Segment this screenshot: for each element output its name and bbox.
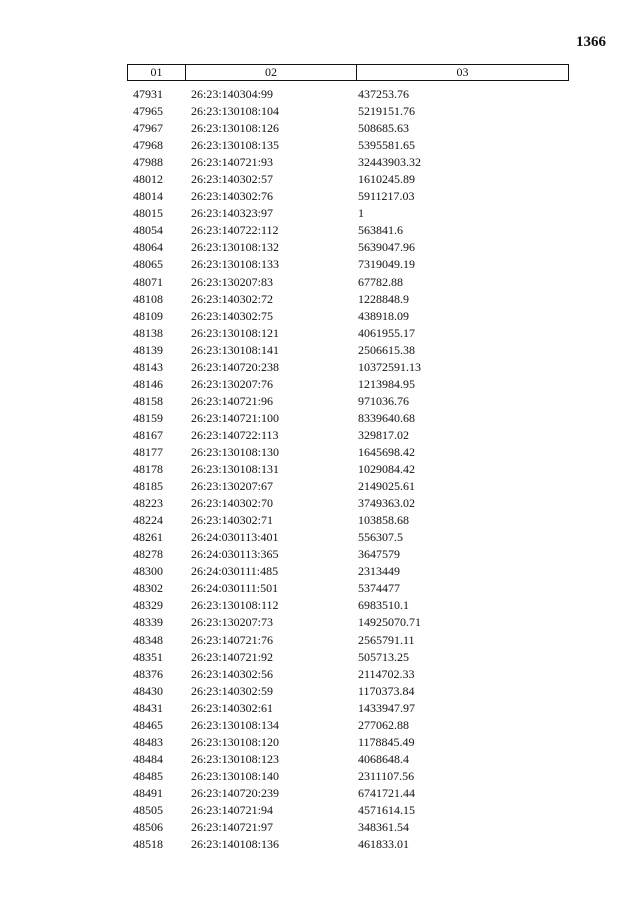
- table-cell-2: 26:23:130108:134: [191, 717, 280, 732]
- table-cell-1: 48278: [133, 547, 163, 562]
- table-cell-3: 1170373.84: [358, 683, 415, 698]
- table-cell-2: 26:23:140108:136: [191, 837, 280, 852]
- table-cell-1: 48138: [133, 325, 163, 340]
- table-row: [127, 461, 569, 478]
- table-row: [127, 478, 569, 495]
- table-row: [127, 785, 569, 802]
- table-cell-2: 26:23:140302:59: [191, 683, 274, 698]
- table-cell-1: 48143: [133, 359, 163, 374]
- table-cell-2: 26:23:130207:73: [191, 615, 274, 630]
- table-cell-3: 508685.63: [358, 121, 409, 136]
- table-cell-1: 48167: [133, 427, 163, 442]
- table-cell-3: 4068648.4: [358, 751, 409, 766]
- table-cell-1: 48431: [133, 700, 163, 715]
- table-cell-1: 48146: [133, 376, 163, 391]
- table-cell-1: 47931: [133, 87, 163, 101]
- table-cell-1: 47988: [133, 155, 163, 170]
- table-cell-3: 6983510.1: [358, 598, 409, 613]
- table-cell-3: 3647579: [358, 547, 400, 562]
- table-cell-1: 48109: [133, 308, 163, 323]
- table-row: [127, 802, 569, 819]
- table-row: [127, 222, 569, 239]
- table-row: [127, 768, 569, 785]
- table-cell-3: 1029084.42: [358, 462, 415, 477]
- table-row: [127, 717, 569, 734]
- table-cell-3: 1213984.95: [358, 376, 415, 391]
- table-cell-1: 48491: [133, 785, 163, 800]
- table-cell-2: 26:23:130108:130: [191, 444, 280, 459]
- table-cell-1: 48465: [133, 717, 163, 732]
- table-cell-3: 7319049.19: [358, 257, 415, 272]
- table-cell-1: 48430: [133, 683, 163, 698]
- table-header: [127, 64, 569, 81]
- table-row: [127, 666, 569, 683]
- table-cell-3: 971036.76: [358, 393, 409, 408]
- table-cell-1: 48071: [133, 274, 163, 289]
- table-cell-1: 48065: [133, 257, 163, 272]
- table-cell-1: 48348: [133, 632, 163, 647]
- table-cell-2: 26:24:030113:365: [191, 547, 279, 562]
- table-cell-3: 4571614.15: [358, 802, 415, 817]
- table-row: [127, 393, 569, 410]
- table-cell-1: 48012: [133, 172, 163, 187]
- table-row: [127, 649, 569, 666]
- table-cell-3: 2149025.61: [358, 479, 415, 494]
- table-cell-2: 26:23:130108:140: [191, 768, 280, 783]
- table-cell-1: 48485: [133, 768, 163, 783]
- table-row: [127, 291, 569, 308]
- table-row: [127, 836, 569, 853]
- table-cell-3: 505713.25: [358, 649, 409, 664]
- table-row: [127, 120, 569, 137]
- table-cell-2: 26:23:140721:96: [191, 393, 274, 408]
- table-cell-1: 48178: [133, 462, 163, 477]
- table-row: [127, 342, 569, 359]
- table-cell-3: 4061955.17: [358, 325, 415, 340]
- table-cell-3: 563841.6: [358, 223, 403, 238]
- table-row: [127, 563, 569, 580]
- table-cell-2: 26:23:140302:57: [191, 172, 274, 187]
- page-number: 1366: [576, 34, 606, 50]
- table-cell-1: 48351: [133, 649, 163, 664]
- table-cell-3: 2114702.33: [358, 666, 415, 681]
- table-cell-2: 26:23:140722:113: [191, 427, 279, 442]
- table-cell-1: 47967: [133, 121, 163, 136]
- table-cell-2: 26:23:140302:70: [191, 496, 274, 511]
- table-cell-3: 5395581.65: [358, 138, 415, 153]
- table-cell-3: 2311107.56: [358, 768, 415, 783]
- table-cell-1: 48054: [133, 223, 163, 238]
- table-row: [127, 597, 569, 614]
- table-row: [127, 683, 569, 700]
- table-cell-3: 5911217.03: [358, 189, 415, 204]
- table-cell-2: 26:23:140720:239: [191, 785, 280, 800]
- table-cell-1: 48223: [133, 496, 163, 511]
- table-cell-2: 26:23:130108:112: [191, 598, 279, 613]
- table-cell-2: 26:23:130108:120: [191, 734, 280, 749]
- table-cell-1: 48339: [133, 615, 163, 630]
- table-cell-2: 26:24:030111:485: [191, 564, 279, 579]
- table-row: [127, 632, 569, 649]
- table-cell-3: 437253.76: [358, 87, 409, 101]
- table-cell-1: 48224: [133, 513, 163, 528]
- table-row: [127, 444, 569, 461]
- table-cell-1: 48505: [133, 802, 163, 817]
- table-cell-2: 26:23:130108:104: [191, 104, 280, 119]
- table-cell-2: 26:23:140721:100: [191, 410, 280, 425]
- table-cell-1: 48302: [133, 581, 163, 596]
- table-cell-2: 26:24:030113:401: [191, 530, 279, 545]
- table-cell-2: 26:23:130108:126: [191, 121, 280, 136]
- table-cell-3: 6741721.44: [358, 785, 415, 800]
- table-cell-3: 1433947.97: [358, 700, 415, 715]
- table-cell-3: 556307.5: [358, 530, 403, 545]
- table-cell-3: 329817.02: [358, 427, 409, 442]
- table-cell-3: 1178845.49: [358, 734, 415, 749]
- table-cell-1: 48159: [133, 410, 163, 425]
- table-row: [127, 819, 569, 836]
- column-header-03: 03: [456, 65, 469, 79]
- table-cell-1: 48483: [133, 734, 163, 749]
- table-cell-2: 26:23:130108:135: [191, 138, 280, 153]
- table-cell-3: 2565791.11: [358, 632, 415, 647]
- column-header-02: 02: [186, 65, 357, 80]
- table-cell-2: 26:23:140302:72: [191, 291, 274, 306]
- table-cell-3: 67782.88: [358, 274, 403, 289]
- table-cell-1: 47965: [133, 104, 163, 119]
- table-row: [127, 188, 569, 205]
- table-cell-2: 26:23:130108:141: [191, 342, 280, 357]
- table-row: [127, 495, 569, 512]
- table-cell-2: 26:23:140721:94: [191, 802, 274, 817]
- table-cell-1: 47968: [133, 138, 163, 153]
- table-row: [127, 546, 569, 563]
- table-cell-3: 2313449: [358, 564, 400, 579]
- table-row: [127, 103, 569, 120]
- table-cell-2: 26:23:130207:67: [191, 479, 274, 494]
- table-cell-1: 48185: [133, 479, 163, 494]
- table-row: [127, 205, 569, 222]
- table-cell-3: 5219151.76: [358, 104, 415, 119]
- table-cell-2: 26:23:130108:132: [191, 240, 280, 255]
- table-cell-2: 26:23:130108:121: [191, 325, 280, 340]
- table-row: [127, 734, 569, 751]
- table-cell-3: 1610245.89: [358, 172, 415, 187]
- table-cell-2: 26:23:130207:76: [191, 376, 274, 391]
- table-row: [127, 86, 569, 103]
- table-cell-2: 26:23:140323:97: [191, 206, 274, 221]
- table-cell-3: 1228848.9: [358, 291, 409, 306]
- table-cell-1: 48329: [133, 598, 163, 613]
- table-cell-2: 26:23:140721:76: [191, 632, 274, 647]
- table-cell-2: 26:23:140302:61: [191, 700, 274, 715]
- table-cell-2: 26:23:140302:75: [191, 308, 274, 323]
- table-row: [127, 256, 569, 273]
- table-row: [127, 376, 569, 393]
- table-cell-2: 26:23:140722:112: [191, 223, 279, 238]
- table-row: [127, 359, 569, 376]
- table-cell-1: 48064: [133, 240, 163, 255]
- table-cell-1: 48506: [133, 820, 163, 835]
- table-cell-3: 2506615.38: [358, 342, 415, 357]
- table-cell-1: 48158: [133, 393, 163, 408]
- table-row: [127, 239, 569, 256]
- table-cell-2: 26:23:140720:238: [191, 359, 280, 374]
- table-cell-3: 348361.54: [358, 820, 409, 835]
- table-cell-2: 26:23:140302:71: [191, 513, 274, 528]
- table-cell-1: 48139: [133, 342, 163, 357]
- table-body: [127, 86, 569, 853]
- table-cell-1: 48015: [133, 206, 163, 221]
- table-row: [127, 427, 569, 444]
- table-cell-1: 48014: [133, 189, 163, 204]
- table-row: [127, 700, 569, 717]
- table-row: [127, 512, 569, 529]
- table-cell-1: 48177: [133, 444, 163, 459]
- table-cell-3: 8339640.68: [358, 410, 415, 425]
- table-cell-2: 26:23:140302:56: [191, 666, 274, 681]
- table-cell-2: 26:23:130108:133: [191, 257, 280, 272]
- table-cell-3: 5639047.96: [358, 240, 415, 255]
- table-cell-3: 14925070.71: [358, 615, 421, 630]
- table-row: [127, 614, 569, 631]
- table-cell-1: 48376: [133, 666, 163, 681]
- table-row: [127, 274, 569, 291]
- table-cell-2: 26:23:140721:97: [191, 820, 274, 835]
- table-cell-3: 1645698.42: [358, 444, 415, 459]
- table-cell-2: 26:24:030111:501: [191, 581, 279, 596]
- table-cell-3: 277062.88: [358, 717, 409, 732]
- table-row: [127, 751, 569, 768]
- table-cell-1: 48300: [133, 564, 163, 579]
- table-cell-2: 26:23:130108:123: [191, 751, 280, 766]
- table-cell-3: 438918.09: [358, 308, 409, 323]
- table-cell-2: 26:23:140302:76: [191, 189, 274, 204]
- table-cell-3: 3749363.02: [358, 496, 415, 511]
- table-row: [127, 529, 569, 546]
- table-row: [127, 154, 569, 171]
- table-cell-2: 26:23:130108:131: [191, 462, 280, 477]
- table-row: [127, 325, 569, 342]
- table-cell-2: 26:23:140721:93: [191, 155, 274, 170]
- table-cell-2: 26:23:140304:99: [191, 87, 274, 101]
- table-cell-1: 48518: [133, 837, 163, 852]
- table-cell-3: 32443903.32: [358, 155, 421, 170]
- table-row: [127, 137, 569, 154]
- table-row: [127, 410, 569, 427]
- table-row: [127, 308, 569, 325]
- table-cell-3: 461833.01: [358, 837, 409, 852]
- table-cell-1: 48108: [133, 291, 163, 306]
- table-cell-3: 1: [358, 206, 364, 221]
- table-cell-3: 5374477: [358, 581, 400, 596]
- table-cell-2: 26:23:140721:92: [191, 649, 274, 664]
- table-cell-2: 26:23:130207:83: [191, 274, 274, 289]
- table-cell-1: 48484: [133, 751, 163, 766]
- table-row: [127, 580, 569, 597]
- table-row: [127, 171, 569, 188]
- table-cell-3: 103858.68: [358, 513, 409, 528]
- table-cell-1: 48261: [133, 530, 163, 545]
- column-header-01: 01: [128, 65, 186, 80]
- table-cell-3: 10372591.13: [358, 359, 421, 374]
